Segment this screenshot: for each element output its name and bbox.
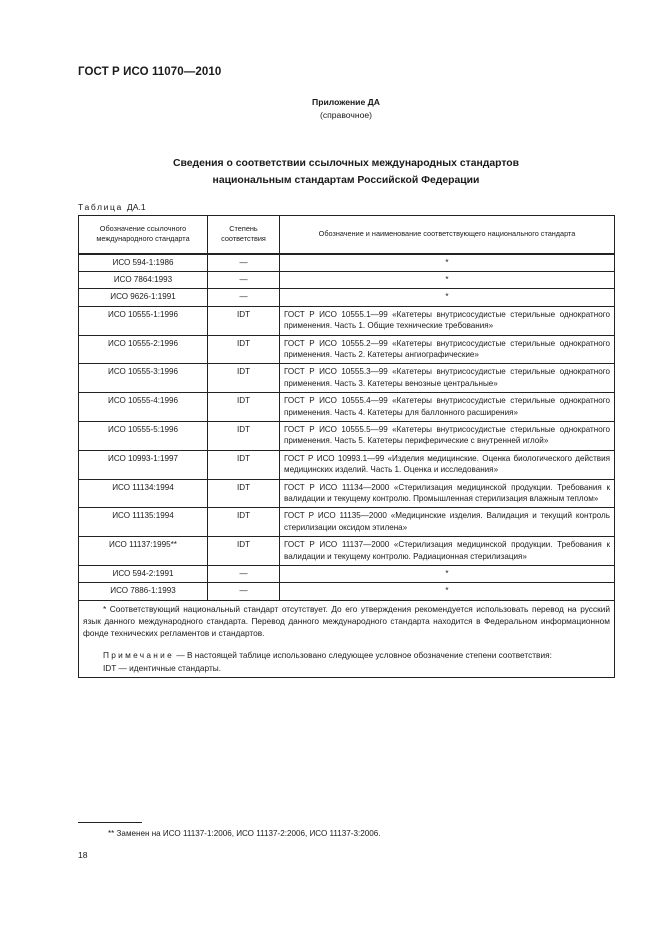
cell-national: *: [280, 254, 615, 272]
table-row: [79, 566, 615, 583]
cell-national: ГОСТ Р ИСО 11135—2000 «Медицинские изделия. Валидация и текущий контроль стерилизации оксидом этилена»: [280, 508, 615, 537]
cell-national: *: [280, 566, 615, 583]
table-row: [79, 306, 615, 335]
cell-degree: IDT: [208, 335, 280, 364]
table-row: [79, 254, 615, 272]
table-row: [79, 450, 615, 479]
cell-reference: ИСО 10555-5:1996: [79, 421, 208, 450]
cell-reference: ИСО 594-2:1991: [79, 566, 208, 583]
cell-reference: ИСО 7886-1:1993: [79, 583, 208, 600]
column-header-reference: Обозначение ссылочного международного стандарта: [79, 216, 208, 254]
column-header-degree: Степень соответствия: [208, 216, 280, 254]
table-row: [79, 393, 615, 422]
cell-degree: IDT: [208, 306, 280, 335]
cell-degree: IDT: [208, 364, 280, 393]
appendix-title: Приложение ДА: [312, 97, 380, 107]
cell-degree: —: [208, 583, 280, 600]
note-remark: [83, 649, 610, 661]
cell-national: ГОСТ Р ИСО 11134—2000 «Стерилизация медицинской продукции. Требования к валидации и текущему контролю. Промышленная стерилизация влажным теплом»: [280, 479, 615, 508]
page-number: 18: [78, 850, 88, 860]
cell-national: *: [280, 289, 615, 306]
note-word: Примечание: [103, 650, 175, 661]
cell-national: ГОСТ Р ИСО 10993.1—99 «Изделия медицинские. Оценка биологического действия медицинских изделий. Часть 1. Оценка и исследования»: [280, 450, 615, 479]
footnote-divider: [78, 822, 142, 823]
cell-degree: —: [208, 254, 280, 272]
cell-reference: ИСО 11134:1994: [79, 479, 208, 508]
cell-reference: ИСО 10555-4:1996: [79, 393, 208, 422]
table-label: [78, 202, 146, 212]
cell-national: ГОСТ Р ИСО 10555.3—99 «Катетеры внутрисосудистые стерильные однократного применения. Часть 3. Катетеры венозные центральные»: [280, 364, 615, 393]
table-row: [79, 289, 615, 306]
cell-reference: ИСО 7864:1993: [79, 271, 208, 288]
cell-reference: ИСО 594-1:1986: [79, 254, 208, 272]
cell-national: ГОСТ Р ИСО 10555.5—99 «Катетеры внутрисосудистые стерильные однократного применения. Часть 5. Катетеры периферические с внутренней иглой»: [280, 421, 615, 450]
cell-degree: IDT: [208, 393, 280, 422]
heading-line-1: Сведения о соответствии ссылочных международных стандартов: [172, 158, 520, 169]
note-text: — В настоящей таблице использовано следующее условное обозначение степени соответствия:: [174, 650, 552, 661]
cell-national: ГОСТ Р ИСО 10555.4—99 «Катетеры внутрисосудистые стерильные однократного применения. Часть 4. Катетеры для баллонного расширения»: [280, 393, 615, 422]
table-notes: [79, 600, 615, 677]
cell-reference: ИСО 9626-1:1991: [79, 289, 208, 306]
cell-degree: —: [208, 271, 280, 288]
table-label-number: ДА.1: [126, 202, 146, 212]
cell-degree: IDT: [208, 508, 280, 537]
column-header-national: Обозначение и наименование соответствующего национального стандарта: [280, 216, 615, 254]
cell-degree: IDT: [208, 450, 280, 479]
table-row: [79, 583, 615, 600]
document-id: ГОСТ Р ИСО 11070—2010: [78, 66, 222, 78]
cell-reference: ИСО 10555-2:1996: [79, 335, 208, 364]
cell-degree: —: [208, 289, 280, 306]
cell-national: ГОСТ Р ИСО 11137—2000 «Стерилизация медицинской продукции. Требования к валидации и текущему контролю. Радиационная стерилизация»: [280, 537, 615, 566]
heading-line-2: национальным стандартам Российской Федерации: [212, 175, 480, 186]
cell-degree: IDT: [208, 421, 280, 450]
appendix-subtitle: (справочное): [319, 110, 373, 120]
table-notes-row: [79, 600, 615, 677]
table-label-word: Таблица: [78, 202, 123, 212]
table-row: [79, 479, 615, 508]
cell-degree: IDT: [208, 479, 280, 508]
cell-degree: —: [208, 566, 280, 583]
table-row: [79, 335, 615, 364]
note-asterisk: * Соответствующий национальный стандарт отсутствует. До его утверждения рекомендуется использовать перевод на русский язык данного международного стандарта. Перевод данного международного стандарта находится в Федеральном информационном фонде технических регламентов и стандартов.: [83, 603, 610, 639]
table-row: [79, 508, 615, 537]
cell-reference: ИСО 10555-3:1996: [79, 364, 208, 393]
table-row: [79, 421, 615, 450]
footnote: ** Заменен на ИСО 11137-1:2006, ИСО 11137-2:2006, ИСО 11137-3:2006.: [108, 829, 381, 838]
cell-reference: ИСО 10555-1:1996: [79, 306, 208, 335]
cell-reference: ИСО 11137:1995**: [79, 537, 208, 566]
cell-national: *: [280, 583, 615, 600]
table-row: [79, 364, 615, 393]
cell-national: ГОСТ Р ИСО 10555.1—99 «Катетеры внутрисосудистые стерильные однократного применения. Часть 1. Общие технические требования»: [280, 306, 615, 335]
table-row: [79, 537, 615, 566]
correspondence-table: [78, 215, 615, 678]
cell-national: ГОСТ Р ИСО 10555.2—99 «Катетеры внутрисосудистые стерильные однократного применения. Часть 2. Катетеры ангиографические»: [280, 335, 615, 364]
note-idt: IDT — идентичные стандарты.: [103, 662, 222, 673]
section-heading: [0, 155, 661, 189]
cell-degree: IDT: [208, 537, 280, 566]
table-header-row: [79, 216, 615, 254]
cell-reference: ИСО 11135:1994: [79, 508, 208, 537]
cell-national: *: [280, 271, 615, 288]
table-row: [79, 271, 615, 288]
cell-reference: ИСО 10993-1:1997: [79, 450, 208, 479]
